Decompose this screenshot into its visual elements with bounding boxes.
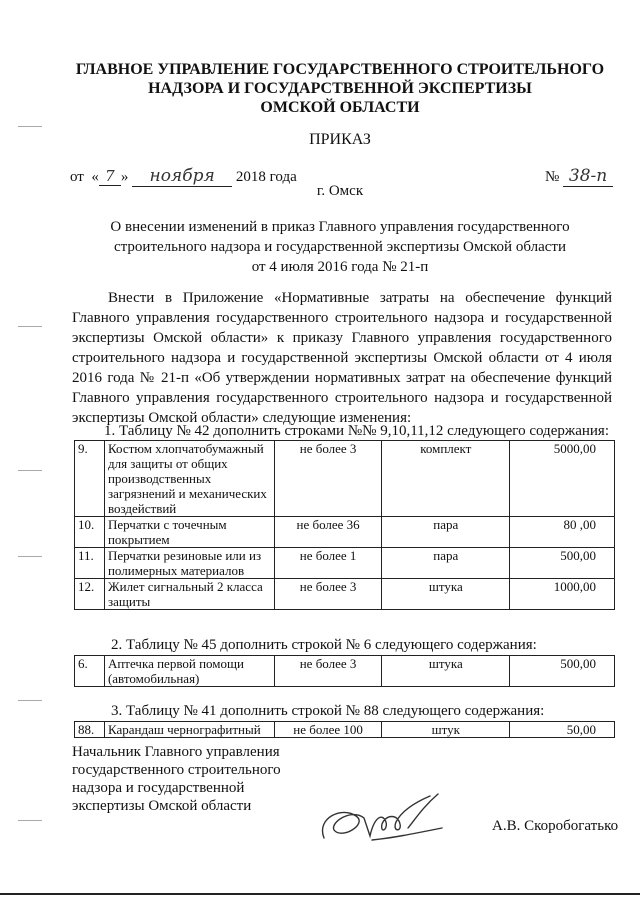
quantity-limit-cell: не более 100 — [274, 722, 382, 738]
margin-mark — [18, 820, 42, 821]
row-number-cell: 11. — [75, 548, 105, 579]
table-row — [75, 548, 615, 579]
table-45-additions — [74, 655, 615, 687]
row-number-cell: 9. — [75, 441, 105, 517]
margin-mark — [18, 700, 42, 701]
signer-position — [72, 743, 312, 815]
subject-line-1: О внесении изменений в приказ Главного управления государственного — [110, 219, 570, 235]
date-prefix: от — [70, 169, 84, 185]
item-name-cell: Перчатки с точечным покрытием — [104, 517, 274, 548]
section3-title: 3. Таблицу № 41 дополнить строкой № 88 следующего содержания: — [111, 703, 545, 719]
margin-mark — [18, 326, 42, 327]
unit-cell: штук — [382, 722, 510, 738]
intro-paragraph: Внести в Приложение «Нормативные затраты на обеспечение функций Главного управления государственного строительного надзора и государственной экспертизы Омской области» к приказу Главного управления государственного строительного надзора и государственной экспертизы Омской области от 4 июля 2016 года № 21-п «Об утверждении нормативных затрат на обеспечение функций Главного управления государственного строительного надзора и государственной экспертизы Омской области» следующие изменения: — [72, 290, 612, 426]
document-header — [60, 60, 620, 117]
signer-name: А.В. Скоробогатько — [492, 818, 619, 834]
row-number-cell: 10. — [75, 517, 105, 548]
unit-cell: штука — [382, 579, 510, 610]
position-line-4: экспертизы Омской области — [72, 798, 252, 814]
quantity-limit-cell: не более 3 — [274, 656, 382, 687]
price-cell: 500,00 — [510, 656, 615, 687]
order-title: ПРИКАЗ — [309, 131, 371, 148]
table-row — [75, 722, 615, 738]
unit-cell: комплект — [382, 441, 510, 517]
header-line-3: ОМСКОЙ ОБЛАСТИ — [260, 99, 420, 116]
position-line-2: государственного строительного — [72, 762, 281, 778]
row-number-cell: 6. — [75, 656, 105, 687]
quantity-limit-cell: не более 3 — [274, 441, 382, 517]
order-date: от « 7 » ноября 2018 года — [70, 166, 297, 186]
table-row — [75, 517, 615, 548]
table-41-additions — [74, 721, 615, 738]
page-bottom-rule — [0, 893, 640, 895]
item-name-cell: Костюм хлопчатобумажный для защиты от общих производственных загрязнений и механических воздействий — [104, 441, 274, 517]
section2-title: 2. Таблицу № 45 дополнить строкой № 6 следующего содержания: — [111, 637, 537, 653]
margin-mark — [18, 556, 42, 557]
date-month: ноября — [132, 166, 232, 187]
quantity-limit-cell: не более 3 — [274, 579, 382, 610]
order-subject — [70, 217, 610, 277]
header-line-1: ГЛАВНОЕ УПРАВЛЕНИЕ ГОСУДАРСТВЕННОГО СТРОИТЕЛЬНОГО — [75, 61, 605, 78]
unit-cell: пара — [382, 548, 510, 579]
item-name-cell: Карандаш чернографитный — [104, 722, 274, 738]
table-42-additions — [74, 440, 615, 610]
price-cell: 1000,00 — [510, 579, 615, 610]
table-row — [75, 656, 615, 687]
price-cell: 5000,00 — [510, 441, 615, 517]
city: г. Омск — [316, 183, 364, 199]
price-cell: 50,00 — [510, 722, 615, 738]
price-cell: 80 ,00 — [510, 517, 615, 548]
item-name-cell: Жилет сигнальный 2 класса защиты — [104, 579, 274, 610]
subject-line-3: от 4 июля 2016 года № 21-п — [251, 259, 429, 275]
unit-cell: штука — [382, 656, 510, 687]
number-label: № — [545, 169, 560, 185]
subject-line-2: строительного надзора и государственной экспертизы Омской области — [114, 239, 566, 255]
row-number-cell: 12. — [75, 579, 105, 610]
quantity-limit-cell: не более 36 — [274, 517, 382, 548]
position-line-3: надзора и государственной — [72, 780, 245, 796]
row-number-cell: 88. — [75, 722, 105, 738]
item-name-cell: Перчатки резиновые или из полимерных материалов — [104, 548, 274, 579]
margin-mark — [18, 470, 42, 471]
section1-title: 1. Таблицу № 42 дополнить строками №№ 9,10,11,12 следующего содержания: — [104, 423, 609, 439]
header-line-2: НАДЗОРА И ГОСУДАРСТВЕННОЙ ЭКСПЕРТИЗЫ — [148, 80, 532, 97]
table-row — [75, 441, 615, 517]
margin-mark — [18, 126, 42, 127]
item-name-cell: Аптечка первой помощи (автомобильная) — [104, 656, 274, 687]
handwritten-signature — [312, 788, 462, 858]
date-year: 2018 года — [235, 169, 297, 185]
table-row — [75, 579, 615, 610]
date-day: 7 — [99, 167, 121, 186]
quantity-limit-cell: не более 1 — [274, 548, 382, 579]
price-cell: 500,00 — [510, 548, 615, 579]
position-line-1: Начальник Главного управления — [72, 744, 280, 760]
number-value: 38-п — [563, 166, 613, 187]
unit-cell: пара — [382, 517, 510, 548]
